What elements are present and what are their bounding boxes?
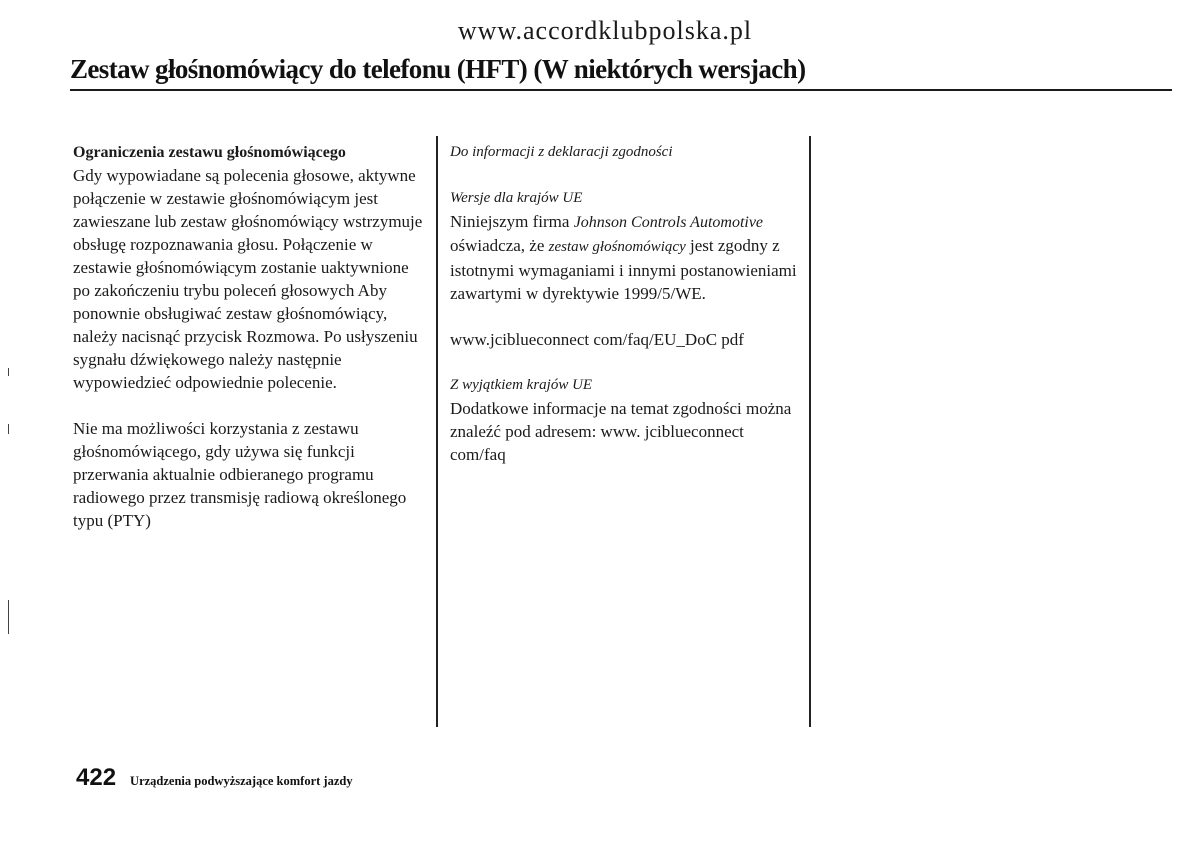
product-name: zestaw głośnomówiący: [548, 239, 686, 255]
margin-mark: [8, 424, 9, 434]
margin-mark: [8, 368, 9, 376]
eu-declaration-text: [450, 210, 800, 305]
body-paragraph: Nie ma możliwości korzystania z zestawu głośnomówiącego, gdy używa się funkcji przerwania aktualnie odbieranego programu radiowego przez transmisję radiową określonego typu (PTY): [73, 419, 407, 530]
column-divider: [436, 136, 438, 727]
column-divider: [809, 136, 811, 727]
eu-text-part: Niniejszym firma: [450, 212, 570, 231]
eu-heading: Wersje dla krajów UE: [450, 190, 583, 206]
page-footer: [76, 764, 353, 792]
eu-declaration-url: www.jciblueconnect com/faq/EU_DoC pdf: [450, 330, 744, 349]
right-column: [450, 141, 800, 466]
left-column: [73, 141, 428, 532]
eu-text-part: oświadcza, że: [450, 236, 545, 255]
company-name: Johnson Controls Automotive: [573, 214, 764, 231]
watermark-url: www.accordklubpolska.pl: [457, 16, 753, 45]
section-subheading: Ograniczenia zestawu głośnomówiącego: [73, 144, 346, 161]
non-eu-heading: Z wyjątkiem krajów UE: [450, 377, 593, 393]
non-eu-text: Dodatkowe informacje na temat zgodności można znaleźć pod adresem: www. jciblueconnect com/faq: [450, 399, 792, 464]
page-title: Zestaw głośnomówiący do telefonu (HFT) (W niektórych wersjach): [70, 54, 806, 84]
declaration-heading: Do informacji z deklaracji zgodności: [450, 144, 673, 160]
margin-mark: [8, 600, 9, 634]
eu-text-part: jest zgodny z istotnymi wymaganiami i innymi postanowieniami zawartymi w dyrektywie 1999/5/WE.: [450, 236, 797, 303]
section-label: Urządzenia podwyższające komfort jazdy: [130, 774, 353, 788]
body-paragraph: Gdy wypowiadane są polecenia głosowe, aktywne połączenie w zestawie głośnomówiącym jest zawieszane lub zestaw głośnomówiący wstrzymuje obsługę rozpoznawania głosu. Połączenie w zestawie głośnomówiącym zostanie uaktywnione po zakończeniu trybu poleceń głosowych Aby ponownie obsługiwać zestaw głośnomówiący, należy nacisnąć przycisk Rozmowa. Po usłyszeniu sygnału dźwiękowego należy następnie wypowiedzieć odpowiednie polecenie.: [73, 166, 423, 392]
page-number: 422: [76, 764, 117, 791]
title-rule: [70, 89, 1172, 91]
